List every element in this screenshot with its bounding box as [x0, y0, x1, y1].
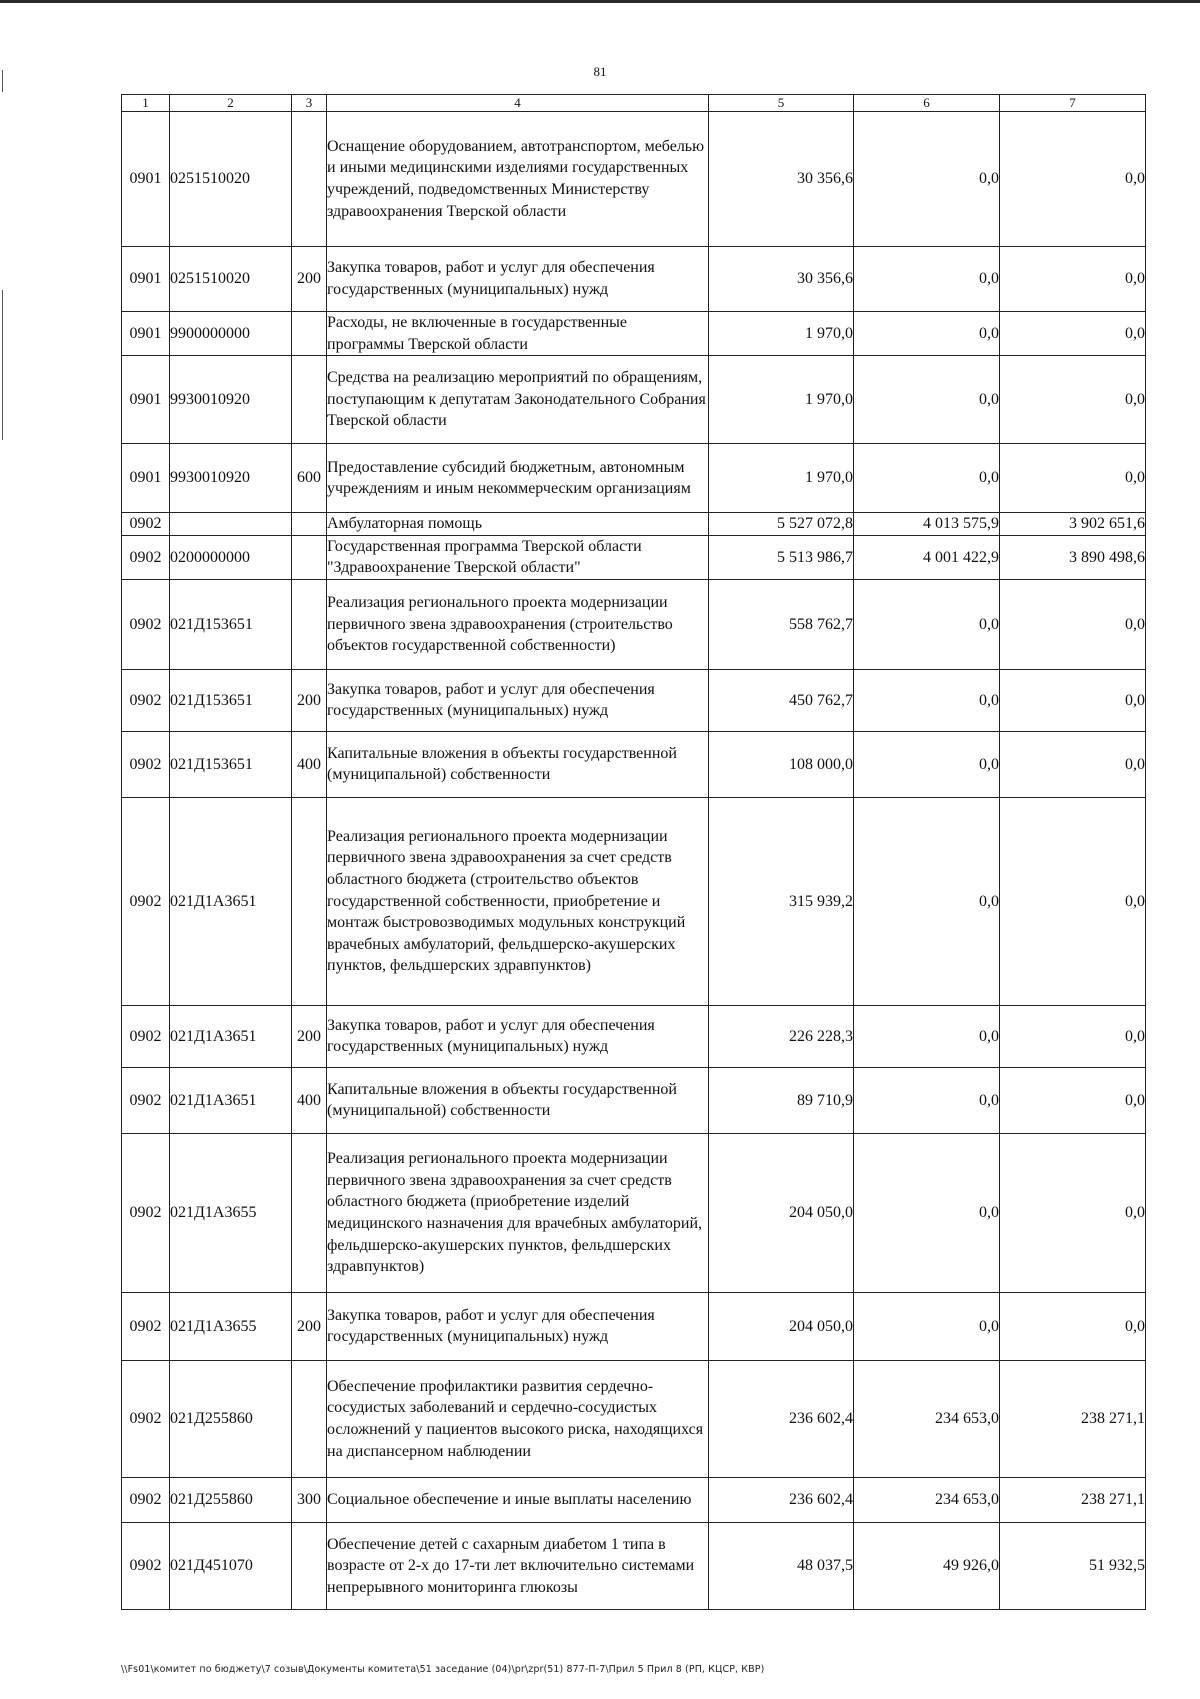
table-row	[122, 513, 1146, 536]
amount-col7-cell: 0,0	[1000, 112, 1146, 247]
table-row	[122, 535, 1146, 579]
expense-name-cell: Расходы, не включенные в государственные программы Тверской области	[327, 312, 709, 356]
expense-type-cell: 300	[292, 1477, 327, 1522]
expense-name-cell: Капитальные вложения в объекты государственной (муниципальной) собственности	[327, 1067, 709, 1133]
table-row	[122, 356, 1146, 444]
amount-col6-cell: 0,0	[854, 579, 1000, 669]
amount-col6-cell: 0,0	[854, 444, 1000, 513]
section-code-cell: 0901	[122, 247, 170, 312]
amount-col6-cell: 234 653,0	[854, 1477, 1000, 1522]
amount-col7-cell: 0,0	[1000, 356, 1146, 444]
section-code-cell: 0901	[122, 356, 170, 444]
amount-col5-cell: 204 050,0	[709, 1292, 854, 1360]
table-row	[122, 1360, 1146, 1477]
target-article-cell: 0251510020	[170, 112, 292, 247]
table-row	[122, 1067, 1146, 1133]
expense-type-cell	[292, 112, 327, 247]
amount-col6-cell: 0,0	[854, 669, 1000, 731]
expense-type-cell	[292, 356, 327, 444]
amount-col6-cell: 4 001 422,9	[854, 535, 1000, 579]
target-article-cell: 9930010920	[170, 356, 292, 444]
expense-type-cell: 200	[292, 1005, 327, 1067]
expense-type-cell: 400	[292, 731, 327, 797]
amount-col6-cell: 49 926,0	[854, 1522, 1000, 1609]
target-article-cell: 021Д153651	[170, 579, 292, 669]
column-header: 4	[327, 95, 709, 112]
amount-col6-cell: 0,0	[854, 797, 1000, 1005]
expense-type-cell: 400	[292, 1067, 327, 1133]
expense-name-cell: Социальное обеспечение и иные выплаты населению	[327, 1477, 709, 1522]
amount-col7-cell: 238 271,1	[1000, 1360, 1146, 1477]
amount-col6-cell: 0,0	[854, 1133, 1000, 1292]
amount-col7-cell: 0,0	[1000, 247, 1146, 312]
section-code-cell: 0901	[122, 444, 170, 513]
target-article-cell: 021Д1А3651	[170, 797, 292, 1005]
section-code-cell: 0902	[122, 1360, 170, 1477]
target-article-cell: 021Д451070	[170, 1522, 292, 1609]
amount-col6-cell: 0,0	[854, 312, 1000, 356]
target-article-cell: 021Д1А3655	[170, 1133, 292, 1292]
amount-col6-cell: 4 013 575,9	[854, 513, 1000, 536]
expense-type-cell	[292, 513, 327, 536]
table-row	[122, 1522, 1146, 1609]
column-header: 1	[122, 95, 170, 112]
target-article-cell: 0200000000	[170, 535, 292, 579]
column-header: 5	[709, 95, 854, 112]
expense-type-cell: 200	[292, 669, 327, 731]
section-code-cell: 0902	[122, 513, 170, 536]
amount-col6-cell: 0,0	[854, 1292, 1000, 1360]
amount-col6-cell: 234 653,0	[854, 1360, 1000, 1477]
expense-name-cell: Реализация регионального проекта модернизации первичного звена здравоохранения за счет средств областного бюджета (строительство объектов государственной собственности, приобретение и монтаж быстровозводимых модульных конструкций врачебных амбулаторий, фельдшерско-акушерских пунктов, фельдшерских здравпунктов)	[327, 797, 709, 1005]
amount-col5-cell: 315 939,2	[709, 797, 854, 1005]
table-row	[122, 1005, 1146, 1067]
table-row	[122, 579, 1146, 669]
section-code-cell: 0902	[122, 1067, 170, 1133]
section-code-cell: 0902	[122, 535, 170, 579]
budget-table	[121, 94, 1146, 1610]
expense-name-cell: Закупка товаров, работ и услуг для обеспечения государственных (муниципальных) нужд	[327, 1005, 709, 1067]
target-article-cell: 9930010920	[170, 444, 292, 513]
table-row	[122, 112, 1146, 247]
table-row	[122, 669, 1146, 731]
amount-col6-cell: 0,0	[854, 112, 1000, 247]
expense-type-cell: 600	[292, 444, 327, 513]
amount-col6-cell: 0,0	[854, 1067, 1000, 1133]
table-row	[122, 247, 1146, 312]
section-code-cell: 0902	[122, 1522, 170, 1609]
amount-col7-cell: 0,0	[1000, 797, 1146, 1005]
target-article-cell: 9900000000	[170, 312, 292, 356]
expense-name-cell: Капитальные вложения в объекты государственной (муниципальной) собственности	[327, 731, 709, 797]
amount-col6-cell: 0,0	[854, 356, 1000, 444]
section-code-cell: 0902	[122, 797, 170, 1005]
amount-col7-cell: 3 890 498,6	[1000, 535, 1146, 579]
table-row	[122, 312, 1146, 356]
amount-col5-cell: 450 762,7	[709, 669, 854, 731]
amount-col5-cell: 226 228,3	[709, 1005, 854, 1067]
table-row	[122, 731, 1146, 797]
column-header: 6	[854, 95, 1000, 112]
amount-col5-cell: 5 513 986,7	[709, 535, 854, 579]
scan-margin-mark	[2, 290, 3, 440]
footer-file-path: \\Fs01\комитет по бюджету\7 созыв\Документы комитета\51 заседание (04)\pr\zpr(51) 877-П-7\Прил 5 Прил 8 (РП, КЦСР, КВР)	[121, 1664, 765, 1675]
target-article-cell: 021Д153651	[170, 669, 292, 731]
amount-col5-cell: 108 000,0	[709, 731, 854, 797]
amount-col7-cell: 0,0	[1000, 579, 1146, 669]
expense-name-cell: Амбулаторная помощь	[327, 513, 709, 536]
table-row	[122, 1292, 1146, 1360]
expense-name-cell: Обеспечение детей с сахарным диабетом 1 типа в возрасте от 2-х до 17-ти лет включительно системами непрерывного мониторинга глюкозы	[327, 1522, 709, 1609]
expense-name-cell: Реализация регионального проекта модернизации первичного звена здравоохранения (строительство объектов государственной собственности)	[327, 579, 709, 669]
column-header: 3	[292, 95, 327, 112]
amount-col5-cell: 558 762,7	[709, 579, 854, 669]
expense-name-cell: Обеспечение профилактики развития сердечно-сосудистых заболеваний и сердечно-сосудистых осложнений у пациентов высокого риска, находящихся на диспансерном наблюдении	[327, 1360, 709, 1477]
amount-col7-cell: 0,0	[1000, 444, 1146, 513]
expense-name-cell: Закупка товаров, работ и услуг для обеспечения государственных (муниципальных) нужд	[327, 247, 709, 312]
section-code-cell: 0901	[122, 112, 170, 247]
amount-col6-cell: 0,0	[854, 1005, 1000, 1067]
expense-name-cell: Закупка товаров, работ и услуг для обеспечения государственных (муниципальных) нужд	[327, 1292, 709, 1360]
expense-type-cell	[292, 1522, 327, 1609]
amount-col5-cell: 236 602,4	[709, 1360, 854, 1477]
amount-col5-cell: 48 037,5	[709, 1522, 854, 1609]
page-number: 81	[593, 64, 607, 79]
table-row	[122, 797, 1146, 1005]
amount-col5-cell: 1 970,0	[709, 356, 854, 444]
expense-type-cell	[292, 535, 327, 579]
expense-name-cell: Предоставление субсидий бюджетным, автономным учреждениям и иным некоммерческим организациям	[327, 444, 709, 513]
amount-col5-cell: 204 050,0	[709, 1133, 854, 1292]
amount-col7-cell: 51 932,5	[1000, 1522, 1146, 1609]
target-article-cell: 021Д1А3655	[170, 1292, 292, 1360]
target-article-cell: 021Д1А3651	[170, 1005, 292, 1067]
amount-col5-cell: 1 970,0	[709, 444, 854, 513]
target-article-cell: 021Д255860	[170, 1477, 292, 1522]
amount-col7-cell: 0,0	[1000, 1292, 1146, 1360]
section-code-cell: 0902	[122, 1005, 170, 1067]
amount-col7-cell: 0,0	[1000, 731, 1146, 797]
section-code-cell: 0902	[122, 731, 170, 797]
expense-name-cell: Средства на реализацию мероприятий по обращениям, поступающим к депутатам Законодательного Собрания Тверской области	[327, 356, 709, 444]
expense-name-cell: Закупка товаров, работ и услуг для обеспечения государственных (муниципальных) нужд	[327, 669, 709, 731]
top-border-line	[0, 0, 1200, 3]
table-row	[122, 444, 1146, 513]
expense-name-cell: Оснащение оборудованием, автотранспортом, мебелью и иными медицинскими изделиями государственных учреждений, подведомственных Министерству здравоохранения Тверской области	[327, 112, 709, 247]
amount-col5-cell: 5 527 072,8	[709, 513, 854, 536]
amount-col5-cell: 1 970,0	[709, 312, 854, 356]
section-code-cell: 0902	[122, 1477, 170, 1522]
target-article-cell: 021Д255860	[170, 1360, 292, 1477]
amount-col7-cell: 0,0	[1000, 1133, 1146, 1292]
amount-col6-cell: 0,0	[854, 247, 1000, 312]
amount-col5-cell: 89 710,9	[709, 1067, 854, 1133]
amount-col5-cell: 30 356,6	[709, 112, 854, 247]
amount-col7-cell: 3 902 651,6	[1000, 513, 1146, 536]
table-row	[122, 1133, 1146, 1292]
expense-name-cell: Государственная программа Тверской области "Здравоохранение Тверской области"	[327, 535, 709, 579]
expense-type-cell: 200	[292, 247, 327, 312]
amount-col7-cell: 0,0	[1000, 312, 1146, 356]
target-article-cell: 021Д1А3651	[170, 1067, 292, 1133]
section-code-cell: 0901	[122, 312, 170, 356]
target-article-cell: 021Д153651	[170, 731, 292, 797]
target-article-cell: 0251510020	[170, 247, 292, 312]
amount-col7-cell: 0,0	[1000, 669, 1146, 731]
amount-col7-cell: 0,0	[1000, 1005, 1146, 1067]
expense-name-cell: Реализация регионального проекта модернизации первичного звена здравоохранения за счет средств областного бюджета (приобретение изделий медицинского назначения для врачебных амбулаторий, фельдшерско-акушерских пунктов, фельдшерских здравпунктов)	[327, 1133, 709, 1292]
expense-type-cell: 200	[292, 1292, 327, 1360]
target-article-cell	[170, 513, 292, 536]
section-code-cell: 0902	[122, 1133, 170, 1292]
expense-type-cell	[292, 797, 327, 1005]
expense-type-cell	[292, 1360, 327, 1477]
section-code-cell: 0902	[122, 669, 170, 731]
header-row	[122, 95, 1146, 112]
amount-col5-cell: 236 602,4	[709, 1477, 854, 1522]
amount-col7-cell: 0,0	[1000, 1067, 1146, 1133]
expense-type-cell	[292, 312, 327, 356]
expense-type-cell	[292, 579, 327, 669]
column-header: 2	[170, 95, 292, 112]
column-header: 7	[1000, 95, 1146, 112]
expense-type-cell	[292, 1133, 327, 1292]
amount-col5-cell: 30 356,6	[709, 247, 854, 312]
table-row	[122, 1477, 1146, 1522]
amount-col6-cell: 0,0	[854, 731, 1000, 797]
section-code-cell: 0902	[122, 579, 170, 669]
section-code-cell: 0902	[122, 1292, 170, 1360]
amount-col7-cell: 238 271,1	[1000, 1477, 1146, 1522]
